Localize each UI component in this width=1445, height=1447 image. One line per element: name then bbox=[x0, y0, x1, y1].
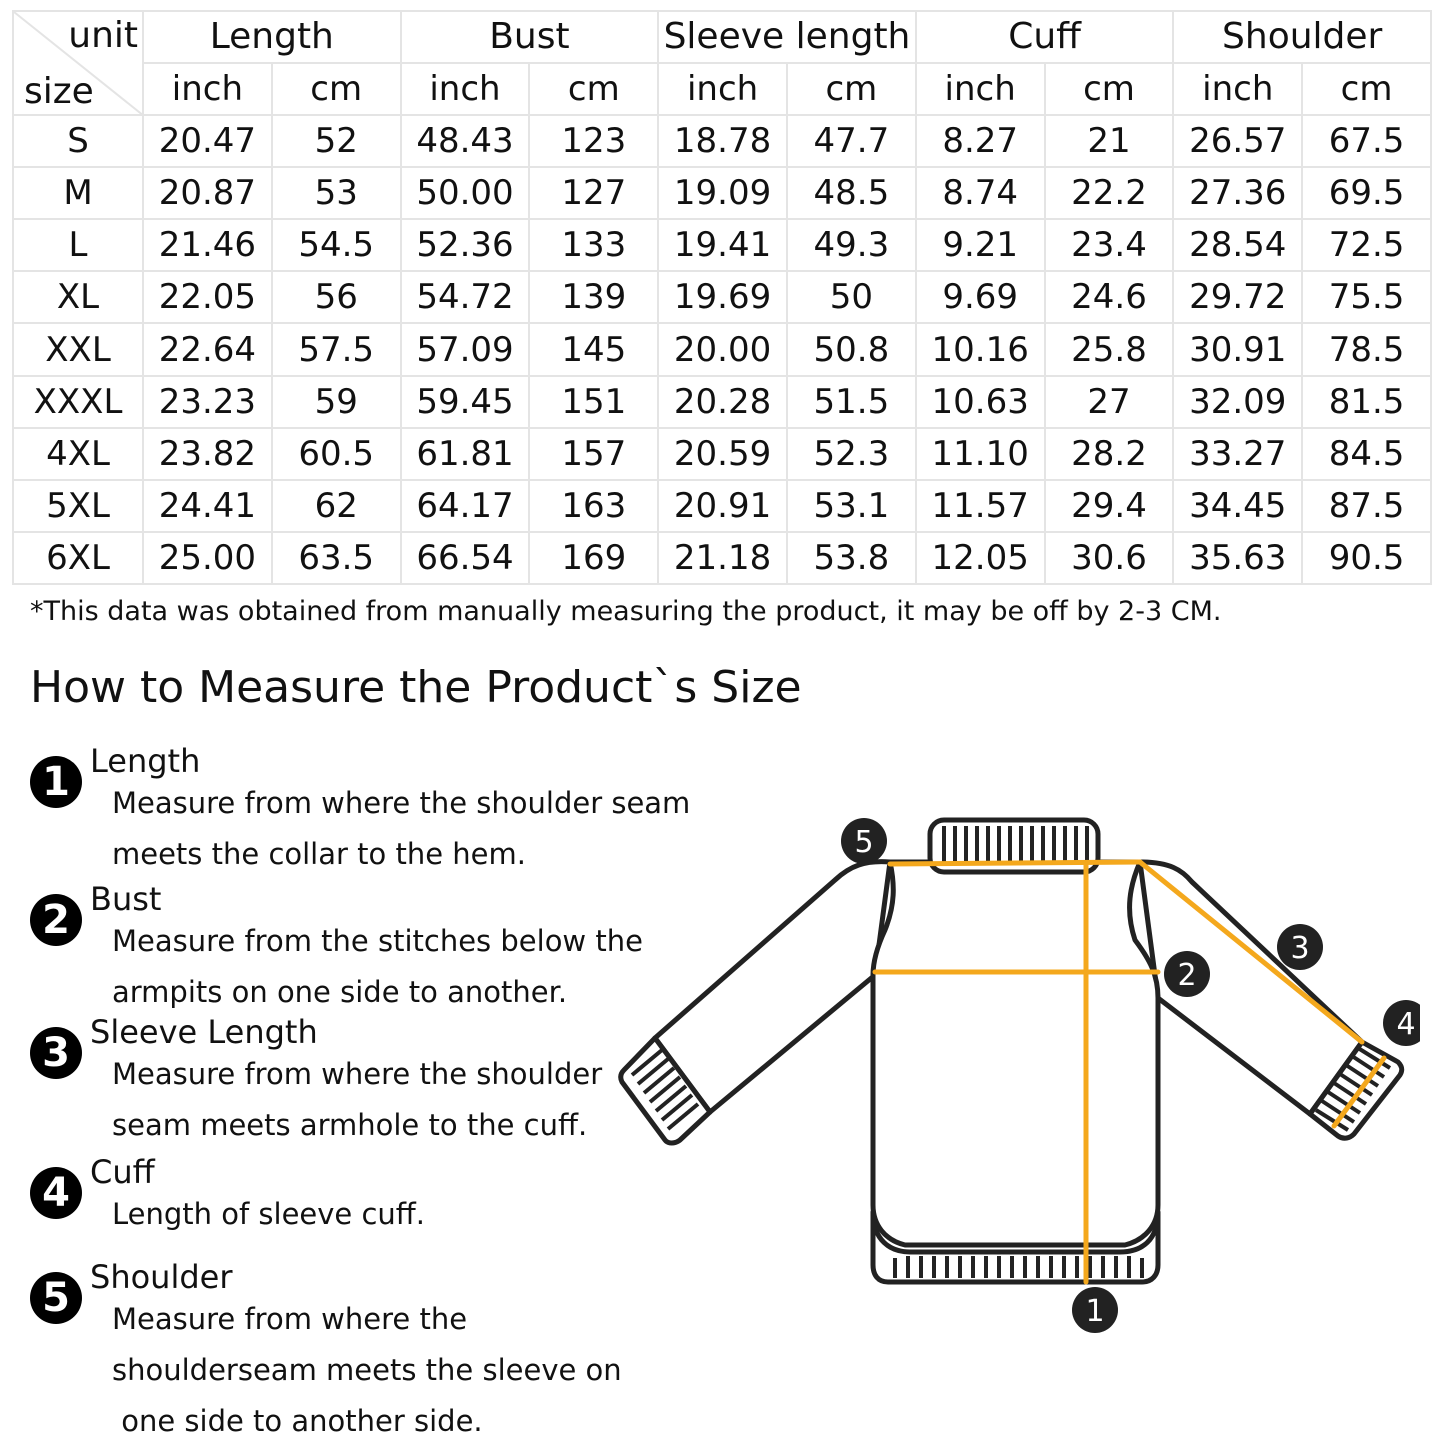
measurement-cell: 52.36 bbox=[401, 219, 530, 271]
unit-header: cm bbox=[787, 63, 916, 115]
corner-unit-label: unit bbox=[68, 15, 138, 56]
measurement-cell: 75.5 bbox=[1302, 271, 1431, 323]
measurement-cell: 64.17 bbox=[401, 480, 530, 532]
unit-header: inch bbox=[658, 63, 787, 115]
measurement-cell: 8.74 bbox=[916, 167, 1045, 219]
measurement-cell: 52.3 bbox=[787, 428, 916, 480]
measurement-cell: 30.6 bbox=[1045, 532, 1174, 584]
unit-header: cm bbox=[529, 63, 658, 115]
measurement-cell: 54.5 bbox=[272, 219, 401, 271]
measurement-cell: 26.57 bbox=[1173, 115, 1302, 167]
section-title: How to Measure the Product`s Size bbox=[30, 662, 802, 713]
measurement-cell: 81.5 bbox=[1302, 376, 1431, 428]
measurement-cell: 63.5 bbox=[272, 532, 401, 584]
measurement-cell: 20.47 bbox=[143, 115, 272, 167]
instruction-line: armpits on one side to another. bbox=[112, 975, 568, 1009]
measurement-cell: 163 bbox=[529, 480, 658, 532]
measurement-cell: 29.4 bbox=[1045, 480, 1174, 532]
table-row bbox=[13, 376, 1431, 428]
measurement-cell: 19.69 bbox=[658, 271, 787, 323]
measurement-cell: 20.87 bbox=[143, 167, 272, 219]
size-label: 5XL bbox=[13, 480, 143, 532]
instruction-text bbox=[112, 778, 690, 880]
measurement-cell: 72.5 bbox=[1302, 219, 1431, 271]
measurement-cell: 54.72 bbox=[401, 271, 530, 323]
measurement-cell: 9.69 bbox=[916, 271, 1045, 323]
table-row bbox=[13, 480, 1431, 532]
table-header-units bbox=[13, 63, 1431, 115]
size-label: M bbox=[13, 167, 143, 219]
measurement-cell: 66.54 bbox=[401, 532, 530, 584]
instruction-text bbox=[112, 1189, 425, 1240]
measurement-cell: 24.41 bbox=[143, 480, 272, 532]
marker-2 bbox=[1164, 951, 1210, 997]
measurement-cell: 60.5 bbox=[272, 428, 401, 480]
measurement-cell: 48.5 bbox=[787, 167, 916, 219]
sweater-body bbox=[873, 862, 1158, 1245]
unit-header: inch bbox=[143, 63, 272, 115]
measurement-cell: 52 bbox=[272, 115, 401, 167]
left-sleeve bbox=[655, 862, 890, 1112]
table-row bbox=[13, 167, 1431, 219]
instruction-label: Cuff bbox=[90, 1153, 155, 1191]
measurement-cell: 11.57 bbox=[916, 480, 1045, 532]
table-corner-cell bbox=[13, 11, 143, 115]
unit-header: cm bbox=[1302, 63, 1431, 115]
measurement-cell: 139 bbox=[529, 271, 658, 323]
measurement-cell: 18.78 bbox=[658, 115, 787, 167]
unit-header: inch bbox=[401, 63, 530, 115]
measurement-cell: 25.00 bbox=[143, 532, 272, 584]
unit-header: inch bbox=[1173, 63, 1302, 115]
measurement-cell: 51.5 bbox=[787, 376, 916, 428]
unit-header: cm bbox=[1045, 63, 1174, 115]
column-group-length: Length bbox=[143, 11, 401, 63]
measurement-cell: 62 bbox=[272, 480, 401, 532]
number-badge: 2 bbox=[30, 894, 82, 946]
instruction-line: shoulderseam meets the sleeve on bbox=[112, 1353, 622, 1387]
column-group-cuff: Cuff bbox=[916, 11, 1174, 63]
measurement-cell: 123 bbox=[529, 115, 658, 167]
marker-label: 5 bbox=[854, 825, 874, 860]
measurement-cell: 61.81 bbox=[401, 428, 530, 480]
measurement-cell: 21.46 bbox=[143, 219, 272, 271]
instruction-text bbox=[112, 1049, 602, 1151]
measurement-cell: 127 bbox=[529, 167, 658, 219]
size-label: XXL bbox=[13, 323, 143, 375]
measurement-cell: 50.8 bbox=[787, 323, 916, 375]
size-label: 4XL bbox=[13, 428, 143, 480]
measurement-note: *This data was obtained from manually measuring the product, it may be off by 2-3 CM. bbox=[30, 596, 1222, 627]
measurement-cell: 12.05 bbox=[916, 532, 1045, 584]
instruction-label: Shoulder bbox=[90, 1258, 233, 1296]
measurement-cell: 34.45 bbox=[1173, 480, 1302, 532]
measurement-cell: 19.09 bbox=[658, 167, 787, 219]
instruction-line: meets the collar to the hem. bbox=[112, 837, 526, 871]
table-row bbox=[13, 219, 1431, 271]
measurement-cell: 22.64 bbox=[143, 323, 272, 375]
number-badge: 3 bbox=[30, 1027, 82, 1079]
measurement-cell: 21.18 bbox=[658, 532, 787, 584]
table-row bbox=[13, 271, 1431, 323]
instruction-text bbox=[112, 1294, 622, 1447]
measurement-cell: 10.63 bbox=[916, 376, 1045, 428]
measurement-cell: 22.2 bbox=[1045, 167, 1174, 219]
measurement-cell: 30.91 bbox=[1173, 323, 1302, 375]
measurement-cell: 87.5 bbox=[1302, 480, 1431, 532]
measurement-cell: 23.4 bbox=[1045, 219, 1174, 271]
measurement-cell: 23.82 bbox=[143, 428, 272, 480]
measurement-cell: 59 bbox=[272, 376, 401, 428]
measurement-cell: 29.72 bbox=[1173, 271, 1302, 323]
number-badge: 4 bbox=[30, 1167, 82, 1219]
corner-size-label: size bbox=[24, 71, 94, 113]
measurement-cell: 20.59 bbox=[658, 428, 787, 480]
measurement-cell: 20.00 bbox=[658, 323, 787, 375]
marker-label: 4 bbox=[1396, 1007, 1416, 1042]
instruction-text bbox=[112, 916, 643, 1018]
marker-label: 3 bbox=[1290, 931, 1310, 966]
measurement-cell: 59.45 bbox=[401, 376, 530, 428]
instruction-line: Measure from where the shoulder bbox=[112, 1057, 603, 1091]
size-label: S bbox=[13, 115, 143, 167]
measurement-cell: 50.00 bbox=[401, 167, 530, 219]
measurement-cell: 145 bbox=[529, 323, 658, 375]
measurement-cell: 10.16 bbox=[916, 323, 1045, 375]
measurement-cell: 22.05 bbox=[143, 271, 272, 323]
measurement-cell: 8.27 bbox=[916, 115, 1045, 167]
table-row bbox=[13, 323, 1431, 375]
marker-3 bbox=[1277, 924, 1323, 970]
measurement-cell: 21 bbox=[1045, 115, 1174, 167]
number-badge: 1 bbox=[30, 756, 82, 808]
size-label: L bbox=[13, 219, 143, 271]
measurement-cell: 19.41 bbox=[658, 219, 787, 271]
column-group-bust: Bust bbox=[401, 11, 659, 63]
instruction-line: Length of sleeve cuff. bbox=[112, 1197, 426, 1231]
measurement-cell: 53.1 bbox=[787, 480, 916, 532]
table-header-groups bbox=[13, 11, 1431, 63]
marker-4 bbox=[1383, 1000, 1420, 1046]
measurement-cell: 33.27 bbox=[1173, 428, 1302, 480]
column-group-sleeve-length: Sleeve length bbox=[658, 11, 916, 63]
measurement-cell: 50 bbox=[787, 271, 916, 323]
measurement-cell: 28.54 bbox=[1173, 219, 1302, 271]
instruction-line: Measure from the stitches below the bbox=[112, 924, 643, 958]
unit-header: cm bbox=[272, 63, 401, 115]
measurement-cell: 28.2 bbox=[1045, 428, 1174, 480]
measurement-cell: 32.09 bbox=[1173, 376, 1302, 428]
measurement-cell: 151 bbox=[529, 376, 658, 428]
column-group-shoulder: Shoulder bbox=[1173, 11, 1431, 63]
instruction-line: seam meets armhole to the cuff. bbox=[112, 1108, 588, 1142]
measurement-cell: 53.8 bbox=[787, 532, 916, 584]
measurement-cell: 57.09 bbox=[401, 323, 530, 375]
size-chart-table bbox=[12, 10, 1432, 585]
measurement-cell: 47.7 bbox=[787, 115, 916, 167]
measurement-cell: 67.5 bbox=[1302, 115, 1431, 167]
measurement-cell: 90.5 bbox=[1302, 532, 1431, 584]
measurement-cell: 27 bbox=[1045, 376, 1174, 428]
measurement-cell: 20.91 bbox=[658, 480, 787, 532]
measurement-cell: 25.8 bbox=[1045, 323, 1174, 375]
marker-1 bbox=[1072, 1287, 1118, 1333]
measurement-cell: 78.5 bbox=[1302, 323, 1431, 375]
measurement-cell: 69.5 bbox=[1302, 167, 1431, 219]
measurement-cell: 20.28 bbox=[658, 376, 787, 428]
measurement-cell: 11.10 bbox=[916, 428, 1045, 480]
instruction-label: Length bbox=[90, 742, 201, 780]
size-label: XL bbox=[13, 271, 143, 323]
measurement-cell: 35.63 bbox=[1173, 532, 1302, 584]
measurement-cell: 169 bbox=[529, 532, 658, 584]
table-row bbox=[13, 428, 1431, 480]
measurement-cell: 48.43 bbox=[401, 115, 530, 167]
marker-label: 1 bbox=[1085, 1294, 1105, 1329]
measurement-cell: 133 bbox=[529, 219, 658, 271]
sweater-measurement-diagram bbox=[610, 800, 1420, 1340]
measurement-cell: 53 bbox=[272, 167, 401, 219]
size-label: 6XL bbox=[13, 532, 143, 584]
table-row bbox=[13, 115, 1431, 167]
unit-header: inch bbox=[916, 63, 1045, 115]
instruction-line: one side to another side. bbox=[112, 1404, 483, 1438]
measurement-cell: 49.3 bbox=[787, 219, 916, 271]
measurement-cell: 23.23 bbox=[143, 376, 272, 428]
measurement-cell: 27.36 bbox=[1173, 167, 1302, 219]
table-row bbox=[13, 532, 1431, 584]
number-badge: 5 bbox=[30, 1272, 82, 1324]
measurement-cell: 9.21 bbox=[916, 219, 1045, 271]
measurement-cell: 157 bbox=[529, 428, 658, 480]
measurement-cell: 84.5 bbox=[1302, 428, 1431, 480]
measurement-cell: 56 bbox=[272, 271, 401, 323]
instruction-label: Bust bbox=[90, 880, 162, 918]
marker-label: 2 bbox=[1177, 958, 1197, 993]
instruction-line: Measure from where the shoulder seam bbox=[112, 786, 691, 820]
instruction-label: Sleeve Length bbox=[90, 1013, 318, 1051]
instruction-line: Measure from where the bbox=[112, 1302, 468, 1336]
measurement-cell: 57.5 bbox=[272, 323, 401, 375]
shoulder-measure-line bbox=[890, 862, 1140, 864]
measurement-cell: 24.6 bbox=[1045, 271, 1174, 323]
size-label: XXXL bbox=[13, 376, 143, 428]
marker-5 bbox=[841, 818, 887, 864]
